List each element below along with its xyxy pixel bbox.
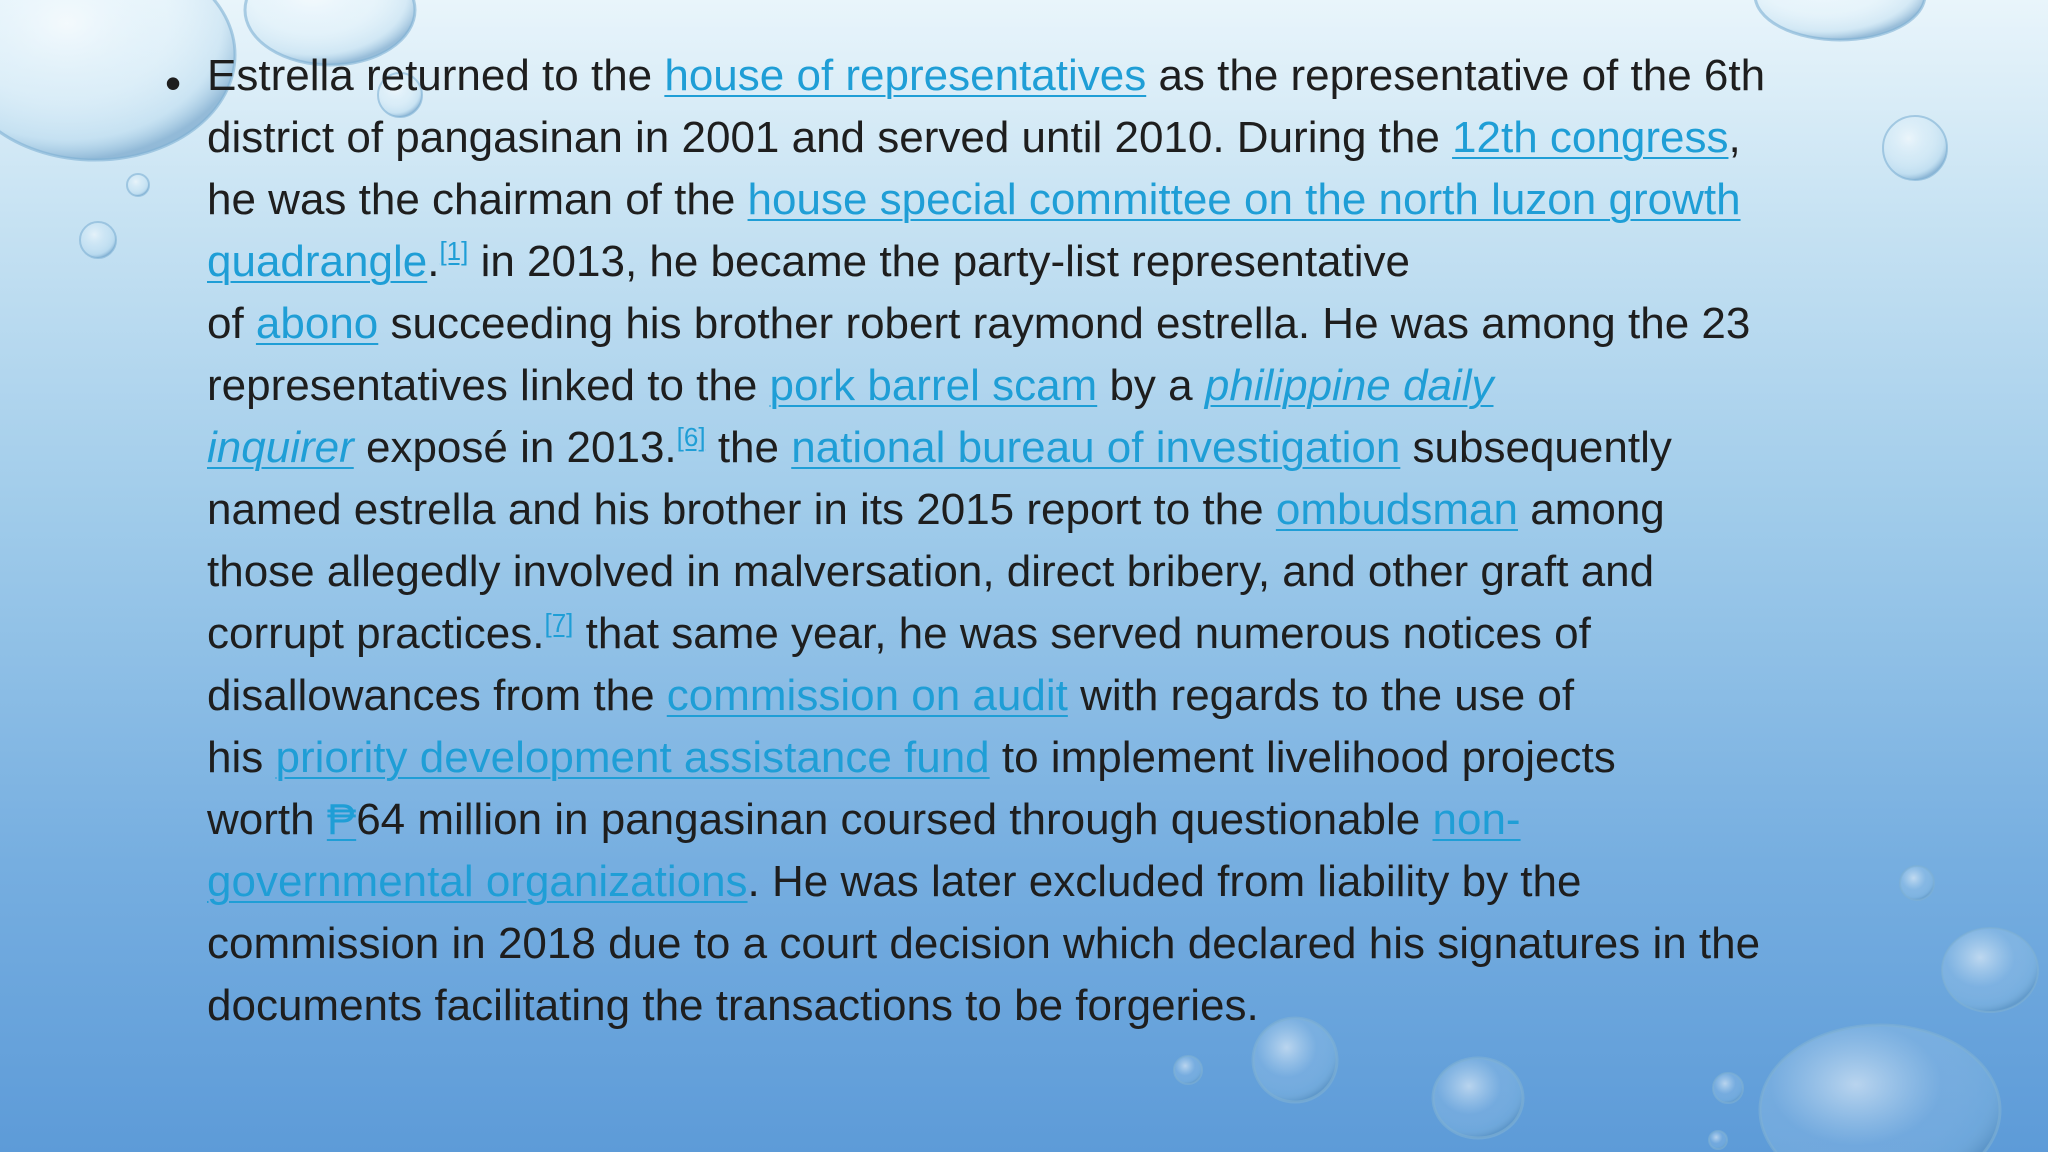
text-line: [207, 231, 1897, 293]
text-run: .: [427, 237, 440, 286]
text-run: commission in 2018 due to a court decision which declared his signatures in the: [207, 919, 1761, 968]
text-run: with regards to the use of: [1067, 671, 1575, 720]
text-line: [207, 913, 1897, 975]
link-ombudsman[interactable]: ombudsman: [1275, 485, 1518, 534]
text-run: that same year, he was served numerous notices of: [573, 609, 1591, 658]
text-run: exposé in 2013.: [353, 423, 677, 472]
text-run: those allegedly involved in malversation, direct bribery, and other graft and: [207, 547, 1655, 596]
text-line: [207, 417, 1897, 479]
text-run: succeeding his brother robert raymond estrella. He was among the 23: [378, 299, 1751, 348]
text-run: in 2013, he became the party-list representative: [468, 237, 1410, 286]
text-run: his: [207, 733, 276, 782]
link-commission-on-audit[interactable]: commission on audit: [666, 671, 1068, 720]
drop: [1760, 1025, 2000, 1152]
citation-link-7[interactable]: [7]: [544, 608, 574, 638]
text-run: . He was later excluded from liability by the: [747, 857, 1582, 906]
citation-ref: [677, 422, 706, 452]
text-line: [207, 975, 1897, 1037]
text-run: the: [705, 423, 792, 472]
text-line: [207, 479, 1897, 541]
text-run: district of pangasinan in 2001 and served until 2010. During the: [207, 113, 1453, 162]
text-line: [207, 169, 1897, 231]
text-run: worth: [207, 795, 327, 844]
drop: [1709, 1131, 1727, 1149]
text-run: he was the chairman of the: [207, 175, 748, 224]
link-house-of-representatives[interactable]: house of representatives: [664, 51, 1147, 100]
text-line: [207, 293, 1897, 355]
drop: [1174, 1056, 1202, 1084]
link-abono[interactable]: abono: [255, 299, 379, 348]
drop: [80, 222, 116, 258]
drop: [1900, 866, 1934, 900]
body-text: [207, 45, 1897, 1037]
drop: [1433, 1058, 1523, 1138]
text-run: corrupt practices.: [207, 609, 545, 658]
text-run: as the representative of the 6th: [1146, 51, 1766, 100]
text-line: [207, 665, 1897, 727]
text-line: [207, 45, 1897, 107]
drop: [127, 174, 149, 196]
citation-link-6[interactable]: [6]: [676, 422, 706, 452]
bullet-marker: •: [165, 57, 182, 109]
link-peso-sign[interactable]: ₱: [326, 795, 357, 844]
text-run: ,: [1728, 113, 1741, 162]
citation-link-1[interactable]: [1]: [439, 236, 469, 266]
text-run: subsequently: [1400, 423, 1672, 472]
drop: [1942, 928, 2038, 1012]
text-run: Estrella returned to the: [207, 51, 665, 100]
link-national-bureau-of-investigation[interactable]: national bureau of investigation: [791, 423, 1401, 472]
text-run: among: [1518, 485, 1665, 534]
link-philippine-daily-inquirer-cont[interactable]: inquirer: [207, 423, 354, 472]
link-12th-congress[interactable]: 12th congress: [1452, 113, 1729, 162]
text-run: representatives linked to the: [207, 361, 770, 410]
link-house-special-committee-cont[interactable]: quadrangle: [207, 237, 428, 286]
citation-ref: [544, 608, 573, 638]
drop: [1755, 0, 1925, 40]
text-run: by a: [1097, 361, 1205, 410]
text-run: 64 million in pangasinan coursed through questionable: [356, 795, 1433, 844]
text-run: to implement livelihood projects: [989, 733, 1616, 782]
text-line: [207, 789, 1897, 851]
text-line: [207, 603, 1897, 665]
link-non-governmental-organizations-cont[interactable]: governmental organizations: [207, 857, 748, 906]
text-line: [207, 851, 1897, 913]
text-line: [207, 355, 1897, 417]
text-line: [207, 107, 1897, 169]
link-philippine-daily-inquirer[interactable]: philippine daily: [1204, 361, 1494, 410]
text-line: [207, 727, 1897, 789]
text-run: of: [207, 299, 256, 348]
drop: [0, 0, 235, 160]
link-priority-development-assistance-fund[interactable]: priority development assistance fund: [275, 733, 990, 782]
link-non-governmental-organizations[interactable]: non-: [1432, 795, 1521, 844]
text-run: documents facilitating the transactions to be forgeries.: [207, 981, 1259, 1030]
link-pork-barrel-scam[interactable]: pork barrel scam: [769, 361, 1098, 410]
drop: [1713, 1073, 1743, 1103]
link-house-special-committee[interactable]: house special committee on the north luzon growth: [747, 175, 1741, 224]
text-run: named estrella and his brother in its 2015 report to the: [207, 485, 1276, 534]
citation-ref: [439, 236, 468, 266]
text-line: [207, 541, 1897, 603]
text-run: disallowances from the: [207, 671, 667, 720]
